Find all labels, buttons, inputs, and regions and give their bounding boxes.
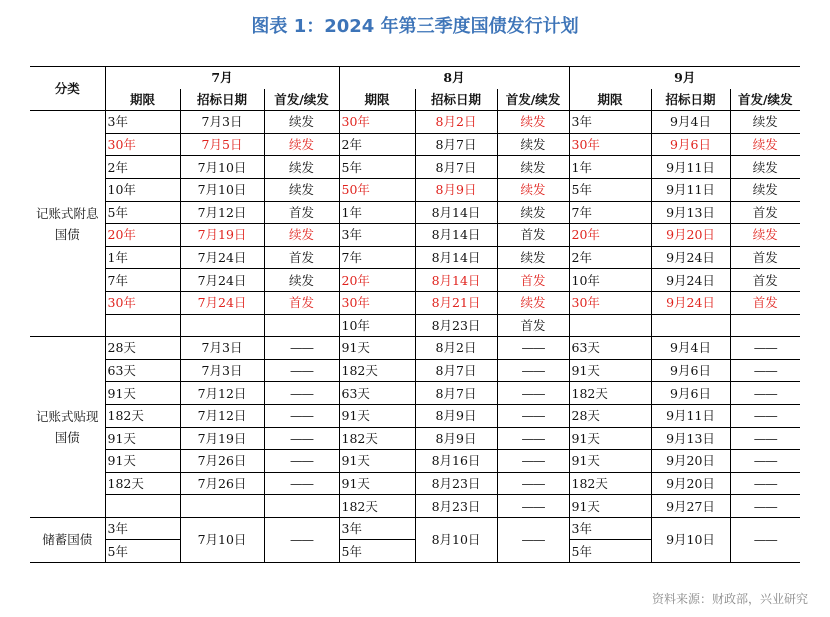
issue-type-cell-sep: —— [730, 382, 800, 405]
date-cell-aug: 8月14日 [415, 246, 497, 269]
term-cell-jul [105, 495, 180, 518]
term-cell-sep: 30年 [569, 133, 651, 156]
issue-type-cell-aug: 续发 [497, 201, 569, 224]
issue-type-cell-sep: —— [730, 427, 800, 450]
issue-type-cell-aug: —— [497, 382, 569, 405]
table-row [30, 201, 800, 224]
page-title: 图表 1：2024 年第三季度国债发行计划 [251, 16, 579, 37]
term-cell-aug: 50年 [339, 178, 415, 201]
issue-type-cell-sep: —— [730, 517, 800, 562]
issue-type-cell-sep: 首发 [730, 201, 800, 224]
date-cell-aug: 8月9日 [415, 404, 497, 427]
term-cell-aug: 5年 [339, 540, 415, 563]
term-cell-sep: 7年 [569, 201, 651, 224]
date-cell-jul: 7月12日 [180, 404, 264, 427]
date-cell-aug: 8月23日 [415, 495, 497, 518]
term-cell-sep: 30年 [569, 291, 651, 314]
source-note: 资料来源：财政部，兴业研究 [651, 592, 808, 606]
term-cell-sep: 182天 [569, 472, 651, 495]
date-cell-jul: 7月12日 [180, 201, 264, 224]
table-row [30, 495, 800, 518]
date-cell-sep: 9月27日 [651, 495, 730, 518]
date-cell-sep: 9月10日 [651, 517, 730, 562]
issue-type-cell-sep: —— [730, 450, 800, 473]
date-cell-jul: 7月10日 [180, 517, 264, 562]
issue-type-cell-aug: 首发 [497, 314, 569, 337]
term-cell-sep: 182天 [569, 382, 651, 405]
date-cell-jul: 7月5日 [180, 133, 264, 156]
table-row [30, 472, 800, 495]
table-row [30, 314, 800, 337]
issue-type-cell-aug: —— [497, 472, 569, 495]
date-cell-aug: 8月14日 [415, 269, 497, 292]
issue-type-cell-sep: —— [730, 495, 800, 518]
issue-type-cell-sep: 续发 [730, 156, 800, 179]
term-cell-aug: 10年 [339, 314, 415, 337]
term-cell-sep: 5年 [569, 540, 651, 563]
term-cell-sep: 1年 [569, 156, 651, 179]
term-cell-sep: 91天 [569, 450, 651, 473]
date-cell-aug: 8月2日 [415, 337, 497, 360]
date-cell-aug: 8月7日 [415, 133, 497, 156]
table-row [30, 382, 800, 405]
term-cell-jul: 28天 [105, 337, 180, 360]
date-cell-sep: 9月11日 [651, 178, 730, 201]
date-cell-jul: 7月12日 [180, 382, 264, 405]
category-cell: 记账式贴现国债 [30, 337, 105, 518]
month-header-sep: 9月 [569, 67, 800, 89]
table-row [30, 224, 800, 247]
term-cell-aug: 91天 [339, 404, 415, 427]
date-cell-aug: 8月10日 [415, 517, 497, 562]
term-cell-sep [569, 314, 651, 337]
col-date-header: 招标日期 [180, 89, 264, 111]
term-cell-aug: 63天 [339, 382, 415, 405]
issue-type-cell-sep: —— [730, 404, 800, 427]
table-row [30, 291, 800, 314]
term-cell-sep: 91天 [569, 427, 651, 450]
term-cell-aug: 2年 [339, 133, 415, 156]
date-cell-jul: 7月24日 [180, 291, 264, 314]
term-cell-jul: 182天 [105, 404, 180, 427]
date-cell-jul: 7月3日 [180, 111, 264, 134]
term-cell-jul: 20年 [105, 224, 180, 247]
term-cell-jul: 3年 [105, 111, 180, 134]
table-row [30, 269, 800, 292]
issue-type-cell-sep: —— [730, 472, 800, 495]
date-cell-jul: 7月26日 [180, 472, 264, 495]
term-cell-aug: 182天 [339, 359, 415, 382]
col-term-header: 期限 [339, 89, 415, 111]
date-cell-jul: 7月26日 [180, 450, 264, 473]
issue-type-cell-aug: 续发 [497, 111, 569, 134]
date-cell-sep: 9月6日 [651, 382, 730, 405]
col-mode-header: 首发/续发 [497, 89, 569, 111]
date-cell-jul [180, 495, 264, 518]
date-cell-sep: 9月13日 [651, 427, 730, 450]
date-cell-jul: 7月19日 [180, 224, 264, 247]
term-cell-aug: 182天 [339, 495, 415, 518]
table-row [30, 404, 800, 427]
date-cell-aug: 8月9日 [415, 178, 497, 201]
date-cell-jul [180, 314, 264, 337]
issue-type-cell-sep: 首发 [730, 269, 800, 292]
date-cell-aug: 8月23日 [415, 314, 497, 337]
date-cell-aug: 8月21日 [415, 291, 497, 314]
term-cell-aug: 7年 [339, 246, 415, 269]
date-cell-sep: 9月13日 [651, 201, 730, 224]
term-cell-jul: 10年 [105, 178, 180, 201]
term-cell-jul: 5年 [105, 540, 180, 563]
issue-type-cell-sep: 续发 [730, 133, 800, 156]
date-cell-jul: 7月3日 [180, 359, 264, 382]
issue-type-cell-jul: 首发 [264, 201, 339, 224]
term-cell-jul: 91天 [105, 382, 180, 405]
issue-type-cell-sep: 续发 [730, 111, 800, 134]
date-cell-sep: 9月11日 [651, 156, 730, 179]
issue-type-cell-jul: —— [264, 337, 339, 360]
issue-type-cell-jul: 续发 [264, 111, 339, 134]
issue-type-cell-aug: —— [497, 359, 569, 382]
term-cell-jul: 182天 [105, 472, 180, 495]
term-cell-jul: 30年 [105, 291, 180, 314]
category-header: 分类 [30, 67, 105, 111]
term-cell-jul: 63天 [105, 359, 180, 382]
date-cell-sep: 9月20日 [651, 224, 730, 247]
table-row [30, 156, 800, 179]
term-cell-aug: 5年 [339, 156, 415, 179]
date-cell-sep: 9月6日 [651, 359, 730, 382]
issue-type-cell-sep: —— [730, 359, 800, 382]
term-cell-jul: 91天 [105, 427, 180, 450]
col-term-header: 期限 [569, 89, 651, 111]
term-cell-aug: 91天 [339, 472, 415, 495]
date-cell-jul: 7月24日 [180, 246, 264, 269]
date-cell-sep: 9月11日 [651, 404, 730, 427]
term-cell-sep: 3年 [569, 517, 651, 540]
issue-type-cell-aug: 续发 [497, 156, 569, 179]
month-header-row [30, 67, 800, 89]
date-cell-sep: 9月24日 [651, 291, 730, 314]
date-cell-sep: 9月4日 [651, 111, 730, 134]
issue-type-cell-sep: 首发 [730, 291, 800, 314]
issue-type-cell-aug: —— [497, 427, 569, 450]
term-cell-jul [105, 314, 180, 337]
date-cell-aug: 8月7日 [415, 359, 497, 382]
term-cell-jul: 30年 [105, 133, 180, 156]
term-cell-aug: 3年 [339, 517, 415, 540]
term-cell-jul: 91天 [105, 450, 180, 473]
date-cell-sep: 9月24日 [651, 269, 730, 292]
issue-type-cell-aug: —— [497, 495, 569, 518]
term-cell-sep: 10年 [569, 269, 651, 292]
col-mode-header: 首发/续发 [730, 89, 800, 111]
term-cell-aug: 91天 [339, 337, 415, 360]
issue-type-cell-aug: 续发 [497, 291, 569, 314]
month-header-jul: 7月 [105, 67, 339, 89]
month-header-aug: 8月 [339, 67, 569, 89]
issue-type-cell-jul: 首发 [264, 291, 339, 314]
table-row [30, 427, 800, 450]
issue-type-cell-jul: 首发 [264, 246, 339, 269]
issue-type-cell-sep: —— [730, 337, 800, 360]
date-cell-jul: 7月10日 [180, 156, 264, 179]
table-row [30, 111, 800, 134]
issuance-plan-table [30, 66, 800, 563]
issue-type-cell-sep [730, 314, 800, 337]
date-cell-jul: 7月24日 [180, 269, 264, 292]
date-cell-aug: 8月7日 [415, 382, 497, 405]
issue-type-cell-jul: 续发 [264, 156, 339, 179]
issue-type-cell-aug: 续发 [497, 133, 569, 156]
table-row [30, 337, 800, 360]
date-cell-aug: 8月16日 [415, 450, 497, 473]
term-cell-sep: 3年 [569, 111, 651, 134]
term-cell-aug: 182天 [339, 427, 415, 450]
table-row [30, 359, 800, 382]
issue-type-cell-jul [264, 495, 339, 518]
term-cell-jul: 2年 [105, 156, 180, 179]
term-cell-sep: 63天 [569, 337, 651, 360]
issue-type-cell-jul: —— [264, 472, 339, 495]
table-body [30, 111, 800, 563]
category-cell: 记账式附息国债 [30, 111, 105, 337]
col-date-header: 招标日期 [415, 89, 497, 111]
term-cell-aug: 20年 [339, 269, 415, 292]
col-mode-header: 首发/续发 [264, 89, 339, 111]
issue-type-cell-jul: 续发 [264, 133, 339, 156]
date-cell-sep: 9月24日 [651, 246, 730, 269]
term-cell-aug: 30年 [339, 111, 415, 134]
date-cell-sep: 9月20日 [651, 450, 730, 473]
date-cell-jul: 7月3日 [180, 337, 264, 360]
issue-type-cell-aug: 续发 [497, 178, 569, 201]
term-cell-sep: 20年 [569, 224, 651, 247]
date-cell-aug: 8月2日 [415, 111, 497, 134]
issue-type-cell-aug: —— [497, 450, 569, 473]
issue-type-cell-jul: —— [264, 382, 339, 405]
term-cell-sep: 28天 [569, 404, 651, 427]
issue-type-cell-sep: 续发 [730, 224, 800, 247]
date-cell-sep [651, 314, 730, 337]
date-cell-jul: 7月10日 [180, 178, 264, 201]
issue-type-cell-jul: —— [264, 404, 339, 427]
date-cell-aug: 8月23日 [415, 472, 497, 495]
issue-type-cell-aug: 续发 [497, 246, 569, 269]
issue-type-cell-jul: 续发 [264, 178, 339, 201]
issue-type-cell-aug: —— [497, 337, 569, 360]
term-cell-jul: 3年 [105, 517, 180, 540]
issue-type-cell-aug: —— [497, 517, 569, 562]
col-date-header: 招标日期 [651, 89, 730, 111]
issue-type-cell-aug: 首发 [497, 269, 569, 292]
issue-type-cell-jul: —— [264, 359, 339, 382]
col-term-header: 期限 [105, 89, 180, 111]
date-cell-aug: 8月7日 [415, 156, 497, 179]
issue-type-cell-jul: 续发 [264, 224, 339, 247]
date-cell-aug: 8月14日 [415, 201, 497, 224]
table-row [30, 133, 800, 156]
term-cell-sep: 91天 [569, 495, 651, 518]
date-cell-aug: 8月14日 [415, 224, 497, 247]
column-header-row [30, 89, 800, 111]
table-row [30, 450, 800, 473]
term-cell-aug: 1年 [339, 201, 415, 224]
issue-type-cell-jul: —— [264, 450, 339, 473]
issue-type-cell-jul: —— [264, 517, 339, 562]
table-row [30, 178, 800, 201]
table-row [30, 517, 800, 540]
date-cell-sep: 9月20日 [651, 472, 730, 495]
issue-type-cell-sep: 首发 [730, 246, 800, 269]
category-cell: 储蓄国债 [30, 517, 105, 562]
term-cell-aug: 91天 [339, 450, 415, 473]
term-cell-aug: 30年 [339, 291, 415, 314]
issue-type-cell-jul: —— [264, 427, 339, 450]
issue-type-cell-aug: —— [497, 404, 569, 427]
issue-type-cell-jul [264, 314, 339, 337]
term-cell-jul: 5年 [105, 201, 180, 224]
term-cell-jul: 1年 [105, 246, 180, 269]
term-cell-sep: 2年 [569, 246, 651, 269]
term-cell-sep: 5年 [569, 178, 651, 201]
issue-type-cell-jul: 续发 [264, 269, 339, 292]
term-cell-sep: 91天 [569, 359, 651, 382]
issue-type-cell-sep: 续发 [730, 178, 800, 201]
date-cell-jul: 7月19日 [180, 427, 264, 450]
term-cell-aug: 3年 [339, 224, 415, 247]
date-cell-aug: 8月9日 [415, 427, 497, 450]
term-cell-jul: 7年 [105, 269, 180, 292]
date-cell-sep: 9月4日 [651, 337, 730, 360]
date-cell-sep: 9月6日 [651, 133, 730, 156]
issue-type-cell-aug: 首发 [497, 224, 569, 247]
table-row [30, 246, 800, 269]
